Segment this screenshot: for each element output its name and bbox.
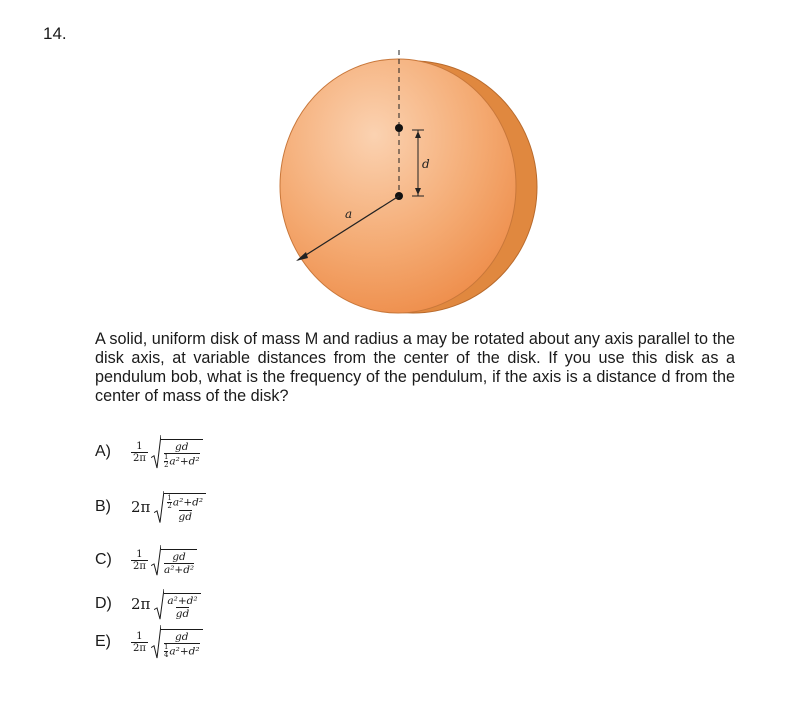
prefix-numerator: 1 <box>163 453 169 461</box>
choice-label: C) <box>95 551 112 568</box>
radicand-denominator: a²+d² <box>169 645 200 658</box>
choice-label: E) <box>95 633 111 650</box>
coef-numerator: 1 <box>136 630 143 642</box>
prefix-denominator: 2 <box>167 502 172 511</box>
radical <box>151 625 203 659</box>
prefix-numerator: 1 <box>163 643 169 651</box>
prefix-denominator: 4 <box>163 651 169 659</box>
radicand-denominator: gd <box>178 511 192 524</box>
choice-label: B) <box>95 498 111 515</box>
choice-label: D) <box>95 595 112 612</box>
choice-d[interactable] <box>95 584 201 624</box>
choice-b[interactable] <box>95 487 206 527</box>
disk-face <box>280 59 516 313</box>
radical <box>151 435 203 469</box>
prefix-denominator: 2 <box>163 461 169 469</box>
choice-a[interactable] <box>95 432 203 472</box>
coef-numerator: 1 <box>136 548 143 560</box>
choice-c[interactable] <box>95 540 197 580</box>
question-text: A solid, uniform disk of mass M and radius a may be rotated about any axis parallel to the disk axis, at variable distances from the center of the disk. If you use this disk as a pendulum bob, what is the frequency of the pendulum, if the axis is a distance d from the center of mass of the disk? <box>95 330 735 405</box>
radical <box>154 491 206 524</box>
radicand-denominator: a²+d² <box>169 455 200 468</box>
radicand-numerator: a²+d² <box>167 594 198 607</box>
radicand-numerator: gd <box>172 550 186 563</box>
choice-label: A) <box>95 443 111 460</box>
choice-e[interactable] <box>95 622 203 662</box>
radical <box>151 545 197 576</box>
radical <box>154 589 200 620</box>
axis-point <box>395 124 403 132</box>
radicand-numerator: a²+d² <box>172 496 204 509</box>
coef-denominator: 2π <box>133 642 146 654</box>
coefficient: 2π <box>131 595 151 613</box>
question-number: 14. <box>43 24 67 43</box>
coef-denominator: 2π <box>133 452 146 464</box>
radicand-denominator: gd <box>175 607 190 620</box>
label-d: d <box>422 157 430 171</box>
coefficient: 2π <box>131 498 151 516</box>
coef-numerator: 1 <box>136 440 143 452</box>
radicand-numerator: gd <box>175 441 189 453</box>
radicand-numerator: gd <box>175 631 189 643</box>
prefix-numerator: 1 <box>167 494 172 503</box>
coef-denominator: 2π <box>133 560 146 572</box>
radicand-denominator: a²+d² <box>163 563 195 576</box>
disk-figure <box>270 50 550 320</box>
label-a: a <box>345 207 353 221</box>
